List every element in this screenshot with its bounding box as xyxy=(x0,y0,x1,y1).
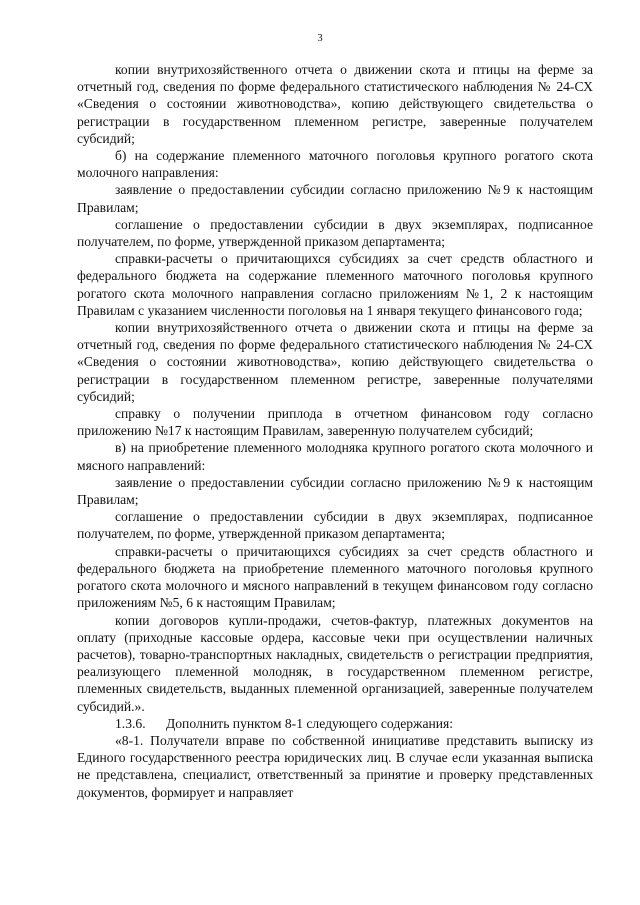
paragraph-application-1: заявление о предоставлении субсидии согласно приложению №9 к настоящим Правилам; xyxy=(77,182,593,215)
paragraph-agreement-1: соглашение о предоставлении субсидии в двух экземплярах, подписанное получателем, по форме, утвержденной приказом департамента; xyxy=(77,216,593,250)
document-body xyxy=(77,61,593,801)
paragraph-offspring-certificate: справку о получении приплода в отчетном финансовом году согласно приложению №17 к настоящим Правилам, заверенную получателем субсидий; xyxy=(77,406,593,439)
paragraph-livestock-report-1: копии внутрихозяйственного отчета о движении скота и птицы на ферме за отчетный год, сведения по форме федерального статистического наблюдения № 24-СХ «Сведения о состоянии животноводства», копию действующего свидетельства о регистрации в государственном племенном регистре, заверенные получателем субсидий; xyxy=(77,62,593,146)
paragraph-application-2: заявление о предоставлении субсидии согласно приложению №9 к настоящим Правилам; xyxy=(77,474,593,508)
paragraph-purchase-documents: копии договоров купли-продажи, счетов-фактур, платежных документов на оплату (приходные кассовые ордера, кассовые чеки при осуществлении наличных расчетов), товарно-транспортных накладных, свидетельств о регистрации предприятия, реализующего племенной молодняк, в государственном племенном регистре, племенных свидетельств, выданных племенной организацией, заверенные получателем субсидий.». xyxy=(77,612,593,714)
page-number: 3 xyxy=(317,33,323,44)
paragraph-agreement-2: соглашение о предоставлении субсидии в двух экземплярах, подписанное получателем, по форме, утвержденной приказом департамента; xyxy=(77,509,593,542)
paragraph-clause-8-1: «8-1. Получатели вправе по собственной инициативе представить выписку из Единого государственного реестра юридических лиц. В случае если указанная выписка не представлена, специалист, ответственный за принятие и проверку представленных документов, формирует и направляет xyxy=(77,732,593,800)
paragraph-calculations-2: справки-расчеты о причитающихся субсидиях за счет средств областного и федерального бюджета на приобретение племенного маточного поголовья крупного рогатого скота молочного и мясного направлений в текущем финансовом году согласно приложениям №5, 6 к настоящим Правилам; xyxy=(77,543,593,611)
paragraph-livestock-report-2: копии внутрихозяйственного отчета о движении скота и птицы на ферме за отчетный год, сведения по форме федерального статистического наблюдения № 24-СХ «Сведения о состоянии животноводства», копию действующего свидетельства о регистрации в государственном племенном регистре, заверенные получателями субсидий; xyxy=(77,320,593,404)
paragraph-section-b-heading: б) на содержание племенного маточного поголовья крупного рогатого скота молочного направления: xyxy=(77,148,593,181)
paragraph-calculations-1: справки-расчеты о причитающихся субсидиях за счет средств областного и федерального бюджета на содержание племенного маточного поголовья крупного рогатого скота молочного направления согласно приложениям №1, 2 к настоящим Правилам с указанием численности поголовья на 1 января текущего финансового года; xyxy=(77,251,593,318)
paragraph-section-v-heading: в) на приобретение племенного молодняка крупного рогатого скота молочного и мясного направлений: xyxy=(77,440,593,473)
paragraph-amendment-1-3-6: 1.3.6. Дополнить пунктом 8-1 следующего содержания: xyxy=(115,715,454,731)
